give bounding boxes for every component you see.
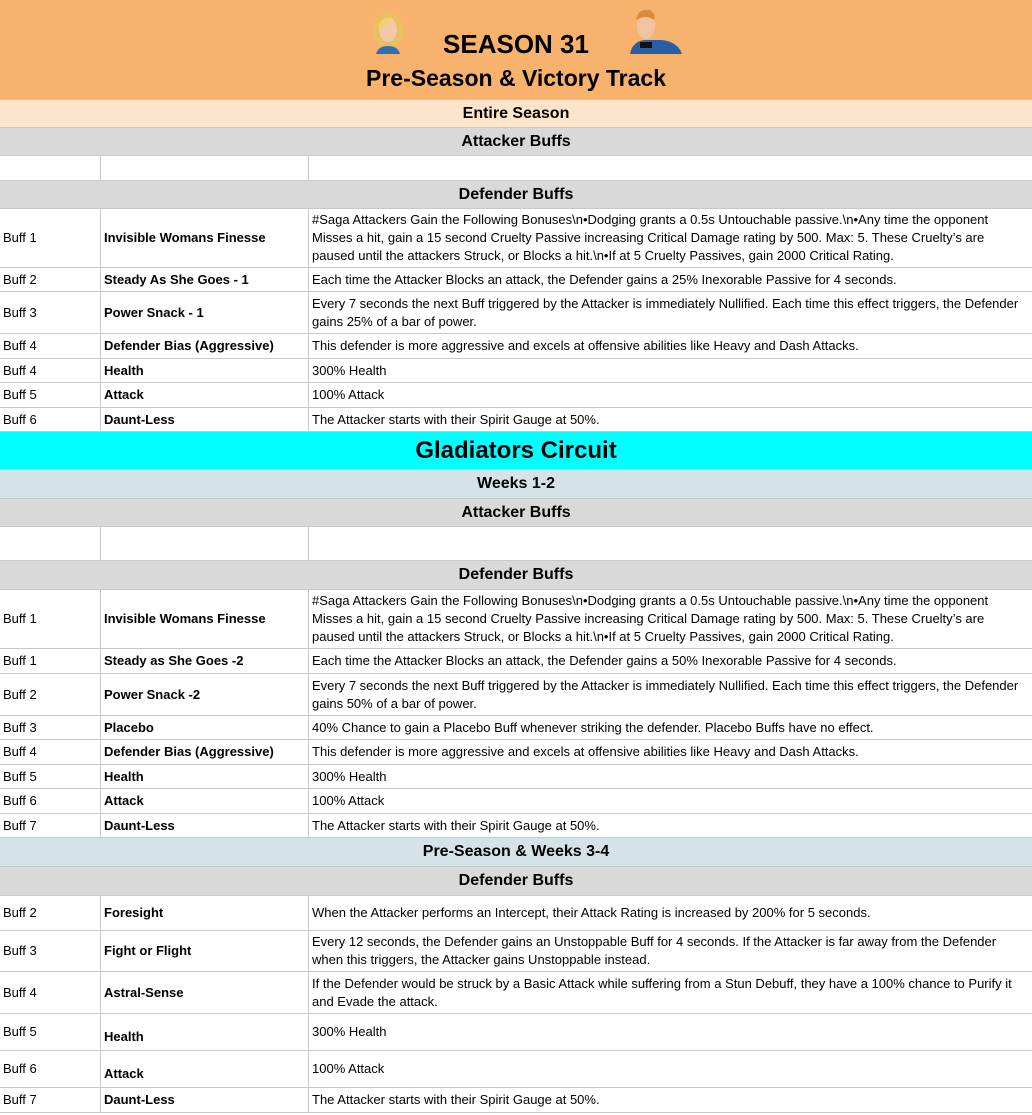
table-row — [0, 931, 1032, 972]
buff-desc-cell: 40% Chance to gain a Placebo Buff whenever striking the defender. Placebo Buffs have no effect. — [312, 719, 874, 735]
empty-row — [0, 527, 1032, 561]
table-row — [0, 590, 1032, 649]
attacker-buffs-header: Attacker Buffs — [0, 128, 1032, 156]
buff-desc-cell: The Attacker starts with their Spirit Gauge at 50%. — [312, 1092, 600, 1107]
buff-cell: Buff 5 — [0, 765, 101, 788]
weeks-1-2-header: Weeks 1-2 — [0, 470, 1032, 499]
buff-desc-cell: 100% Attack — [312, 1061, 385, 1076]
buff-cell: Buff 4 — [0, 740, 101, 764]
buff-name-cell: Placebo — [101, 716, 309, 739]
table-row — [0, 674, 1032, 716]
table-row — [0, 209, 1032, 268]
table-row — [0, 972, 1032, 1014]
buff-cell — [0, 527, 101, 560]
table-row — [0, 649, 1032, 674]
buff-desc-cell: 100% Attack — [312, 793, 385, 808]
buff-name-cell: Daunt-Less — [101, 408, 309, 431]
table-row — [0, 408, 1032, 432]
buff-name-cell: Defender Bias (Aggressive) — [101, 740, 309, 764]
table-row — [0, 1014, 1032, 1051]
buff-desc-cell: Every 12 seconds, the Defender gains an Unstoppable Buff for 4 seconds. If the Attacker is far away from the Defender when this triggers, the Attacker gains Unstoppable instead. — [312, 934, 997, 967]
buff-name-cell: Health — [101, 359, 309, 382]
buff-name-cell: Daunt-Less — [101, 1088, 309, 1112]
buff-name-cell: Steady as She Goes -2 — [101, 649, 309, 673]
season-banner — [0, 0, 1032, 100]
buff-cell: Buff 1 — [0, 209, 101, 267]
buff-desc-cell: Each time the Attacker Blocks an attack, the Defender gains a 50% Inexorable Passive for 4 seconds. — [312, 653, 897, 668]
buff-desc-cell: The Attacker starts with their Spirit Gauge at 50%. — [312, 411, 600, 427]
buff-desc-cell: When the Attacker performs an Intercept, their Attack Rating is increased by 200% for 5 seconds. — [312, 905, 871, 920]
buff-name-cell: Invisible Womans Finesse — [101, 590, 309, 648]
defender-buffs-header: Defender Buffs — [0, 867, 1032, 896]
buff-name-cell: Power Snack -2 — [101, 674, 309, 715]
buff-desc-cell: 300% Health — [312, 768, 387, 784]
table-row — [0, 359, 1032, 383]
attacker-buffs-header: Attacker Buffs — [0, 499, 1032, 527]
buff-cell: Buff 3 — [0, 292, 101, 333]
table-row — [0, 1088, 1032, 1113]
empty-row — [0, 156, 1032, 181]
buff-cell: Buff 6 — [0, 789, 101, 813]
buff-cell: Buff 7 — [0, 1088, 101, 1112]
buff-name-cell: Attack — [101, 383, 309, 407]
buff-cell: Buff 2 — [0, 896, 101, 930]
buff-name-cell: Daunt-Less — [101, 814, 309, 837]
buff-desc-cell: The Attacker starts with their Spirit Gauge at 50%. — [312, 817, 600, 833]
buff-cell: Buff 5 — [0, 383, 101, 407]
buff-desc-cell: Every 7 seconds the next Buff triggered by the Attacker is immediately Nullified. Each time this effect triggers, the Defender gains 50% of a bar of power. — [312, 677, 1019, 711]
buff-desc-cell: #Saga Attackers Gain the Following Bonuses\n•Dodging grants a 0.5s Untouchable passive.\n•Any time the opponent Misses a hit, gain a 15 second Cruelty Passive increasing Critical Damage rating by 500. Max: 5. These Cruelty’s are paused until the attackers Struck, or Blocks a hit.\n•If at 5 Cruelty Passives, gain 2000 Critical Rating. — [312, 212, 989, 263]
buff-name-cell — [101, 156, 309, 180]
buff-name-cell: Health — [101, 1014, 309, 1050]
table-row — [0, 814, 1032, 838]
buff-desc-cell: 100% Attack — [312, 387, 385, 402]
buff-name-cell: Steady As She Goes - 1 — [101, 268, 309, 291]
buff-cell: Buff 6 — [0, 1051, 101, 1087]
buff-desc-cell: This defender is more aggressive and excels at offensive abilities like Heavy and Dash Attacks. — [312, 744, 859, 759]
buff-cell: Buff 6 — [0, 408, 101, 431]
table-row — [0, 383, 1032, 408]
table-row — [0, 896, 1032, 931]
buff-name-cell: Health — [101, 765, 309, 788]
buff-desc-cell: #Saga Attackers Gain the Following Bonuses\n•Dodging grants a 0.5s Untouchable passive.\n•Any time the opponent Misses a hit, gain a 15 second Cruelty Passive increasing Critical Damage rating by 500. Max: 5. These Cruelty’s are paused until the attackers Struck, or Blocks a hit.\n•If at 5 Cruelty Passives, gain 2000 Critical Rating. — [312, 593, 989, 644]
table-row — [0, 268, 1032, 292]
buff-desc-cell: If the Defender would be struck by a Basic Attack while suffering from a Stun Debuff, they have a 100% chance to Purify it and Evade the attack. — [312, 975, 1012, 1009]
buff-cell: Buff 5 — [0, 1014, 101, 1050]
buff-cell: Buff 1 — [0, 590, 101, 648]
table-row — [0, 765, 1032, 789]
table-row — [0, 334, 1032, 359]
buff-cell — [0, 156, 101, 180]
table-row — [0, 789, 1032, 814]
buff-cell: Buff 3 — [0, 716, 101, 739]
defender-buffs-header: Defender Buffs — [0, 181, 1032, 209]
entire-season-header: Entire Season — [0, 100, 1032, 128]
buff-name-cell — [101, 527, 309, 560]
season-subtitle: Pre-Season & Victory Track — [366, 65, 666, 91]
buff-cell: Buff 4 — [0, 359, 101, 382]
buff-desc-cell: This defender is more aggressive and excels at offensive abilities like Heavy and Dash Attacks. — [312, 338, 859, 353]
buff-desc-cell — [309, 156, 1032, 180]
buff-name-cell: Power Snack - 1 — [101, 292, 309, 333]
weeks-3-4-header: Pre-Season & Weeks 3-4 — [0, 838, 1032, 867]
season-title: SEASON 31 — [443, 29, 589, 59]
buff-name-cell: Foresight — [101, 896, 309, 930]
buff-desc-cell: Each time the Attacker Blocks an attack, the Defender gains a 25% Inexorable Passive for 4 seconds. — [312, 271, 897, 287]
buff-cell: Buff 4 — [0, 334, 101, 358]
buff-cell: Buff 1 — [0, 649, 101, 673]
buff-desc-cell: 300% Health — [312, 1024, 387, 1039]
buff-name-cell: Fight or Flight — [101, 931, 309, 971]
buff-cell: Buff 7 — [0, 814, 101, 837]
buff-name-cell: Defender Bias (Aggressive) — [101, 334, 309, 358]
gladiators-circuit-header: Gladiators Circuit — [0, 432, 1032, 470]
table-row — [0, 1051, 1032, 1088]
buff-cell: Buff 3 — [0, 931, 101, 971]
buff-name-cell: Attack — [101, 1051, 309, 1087]
buff-desc-cell — [309, 527, 1032, 560]
table-row — [0, 740, 1032, 765]
buff-name-cell: Invisible Womans Finesse — [101, 209, 309, 267]
buff-desc-cell: 300% Health — [312, 362, 387, 378]
table-row — [0, 716, 1032, 740]
buff-cell: Buff 4 — [0, 972, 101, 1013]
buff-name-cell: Astral-Sense — [101, 972, 309, 1013]
buff-desc-cell: Every 7 seconds the next Buff triggered by the Attacker is immediately Nullified. Each time this effect triggers, the Defender gains 25% of a bar of power. — [312, 295, 1019, 329]
buff-cell: Buff 2 — [0, 674, 101, 715]
buff-cell: Buff 2 — [0, 268, 101, 291]
buff-name-cell: Attack — [101, 789, 309, 813]
defender-buffs-header: Defender Buffs — [0, 561, 1032, 590]
table-row — [0, 292, 1032, 334]
